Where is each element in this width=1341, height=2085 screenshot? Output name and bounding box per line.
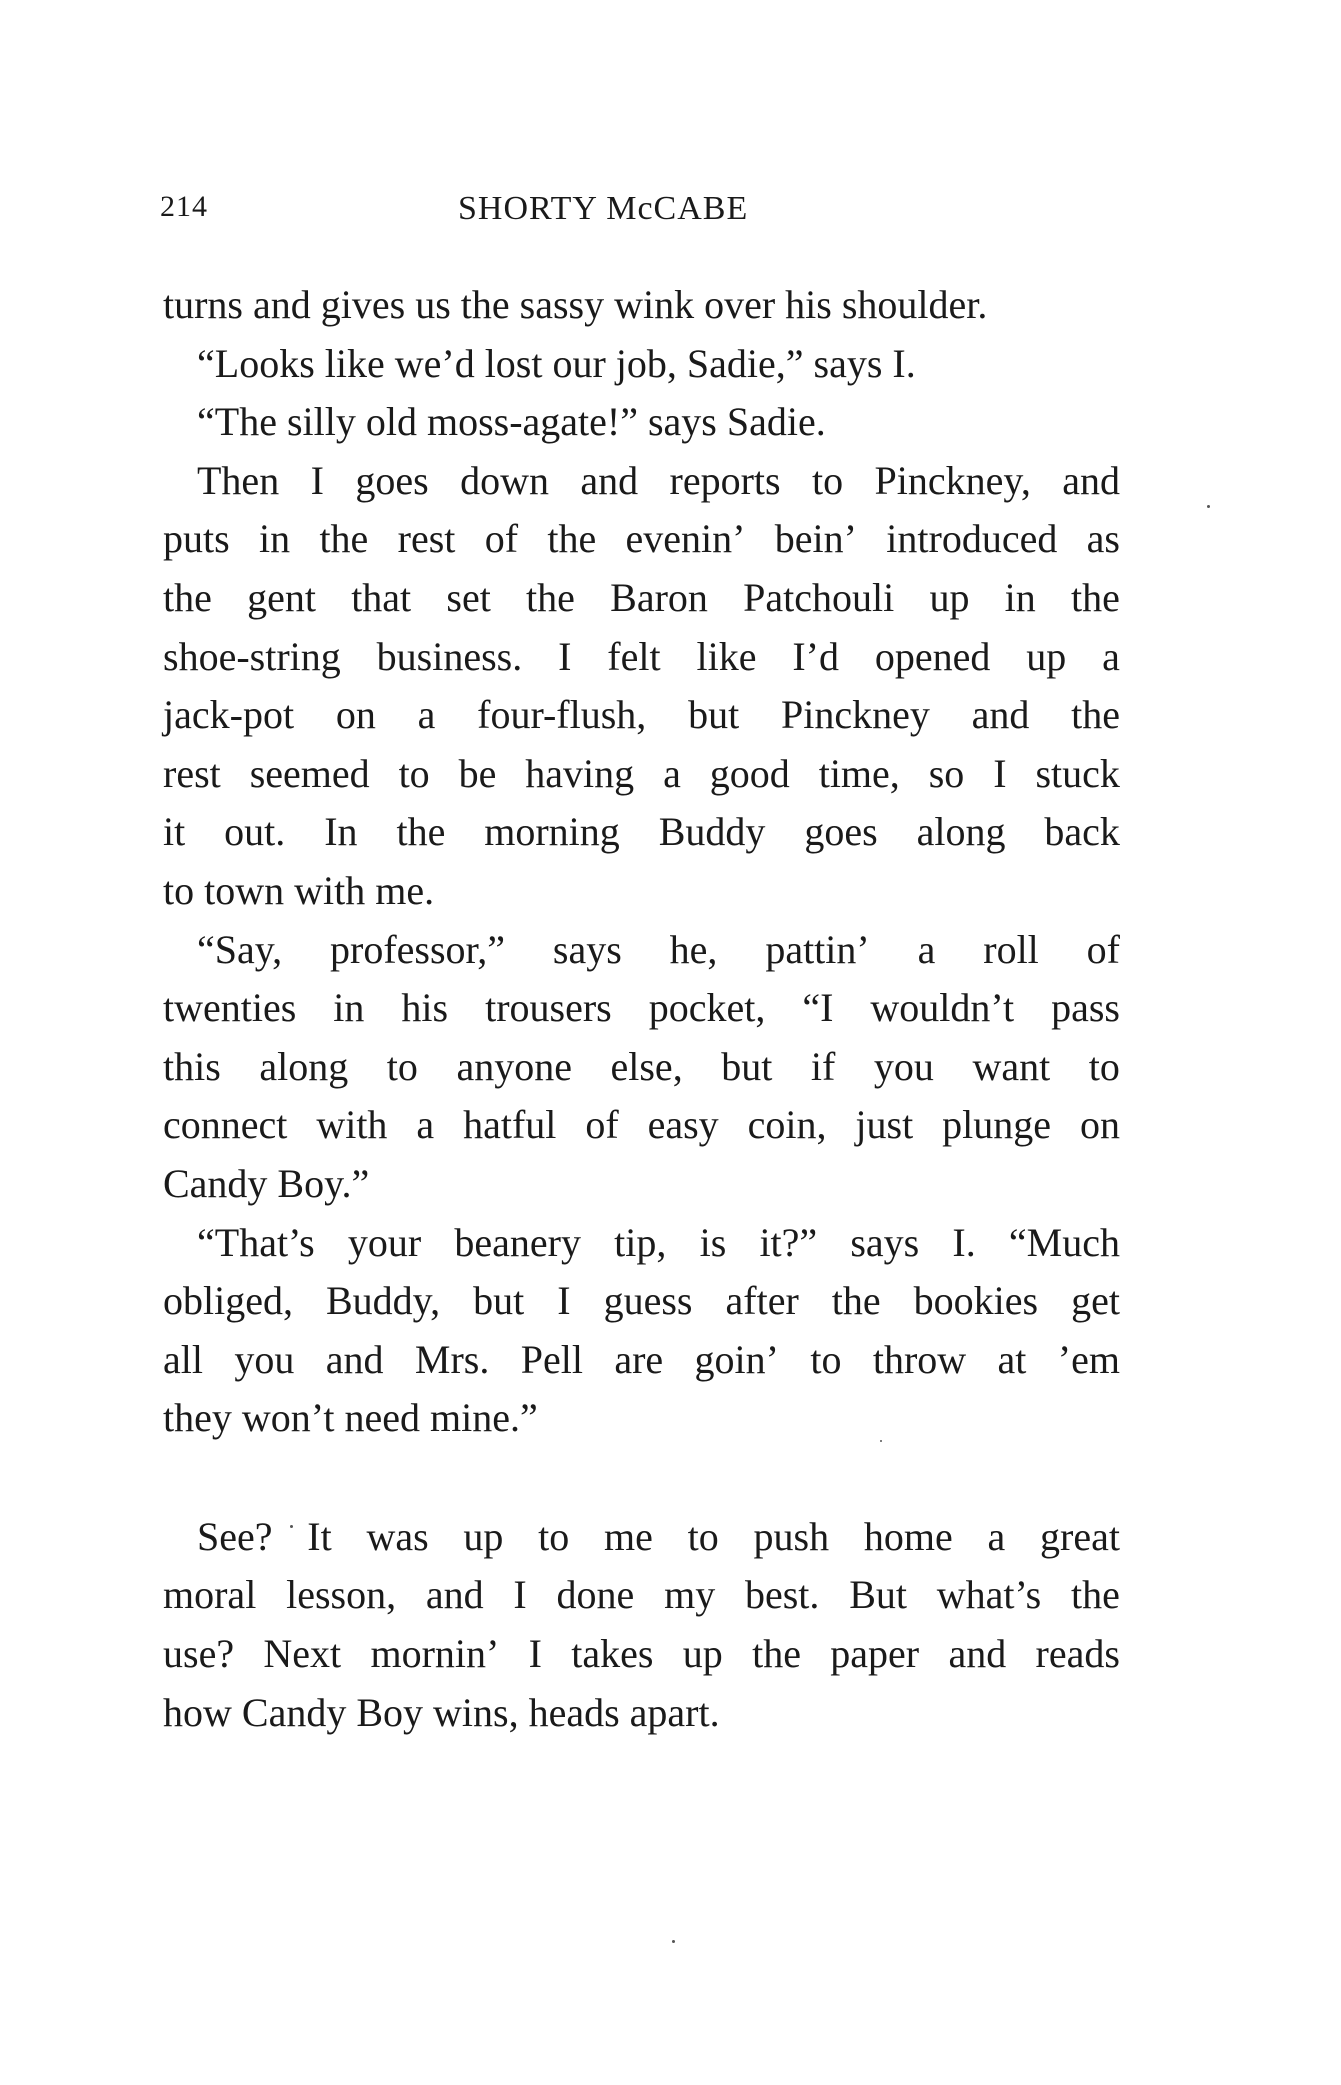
paragraph — [163, 393, 1120, 452]
text-line: rest seemed to be having a good time, so I stuck — [163, 750, 1120, 796]
text-line: twenties in his trousers pocket, “I wouldn’t pass — [163, 985, 1120, 1031]
text-line: connect with a hatful of easy coin, just plunge on — [163, 1102, 1120, 1148]
paper-speck — [290, 1525, 293, 1528]
paper-speck — [672, 1940, 675, 1943]
paper-speck — [1207, 505, 1210, 508]
text-line: “Say, professor,” says he, pattin’ a roll of — [197, 926, 1120, 972]
text-line: all you and Mrs. Pell are goin’ to throw at ’em — [163, 1336, 1120, 1382]
text-line: jack-pot on a four-flush, but Pinckney and the — [163, 692, 1120, 738]
paragraph — [163, 1508, 1120, 1742]
text-line: this along to anyone else, but if you want to — [163, 1043, 1120, 1089]
text-line: the gent that set the Baron Patchouli up in the — [163, 574, 1120, 620]
text-line: they won’t need mine.” — [163, 1395, 538, 1441]
text-line: how Candy Boy wins, heads apart. — [163, 1689, 720, 1735]
text-line: Candy Boy.” — [163, 1160, 370, 1206]
text-line: Then I goes down and reports to Pinckney, and — [197, 457, 1120, 503]
text-line: “The silly old moss-agate!” says Sadie. — [197, 399, 826, 445]
text-line: puts in the rest of the evenin’ bein’ introduced as — [163, 516, 1120, 562]
section-break — [163, 1448, 1120, 1508]
paragraph — [163, 276, 1120, 335]
page-number: 214 — [160, 190, 208, 223]
paragraph — [163, 921, 1120, 1214]
text-line: “That’s your beanery tip, is it?” says I. “Much — [197, 1219, 1120, 1265]
text-line: moral lesson, and I done my best. But what’s the — [163, 1572, 1120, 1618]
paragraph — [163, 335, 1120, 394]
body-text — [163, 276, 1120, 1742]
paragraph — [163, 1214, 1120, 1448]
paper-speck — [880, 1440, 882, 1442]
text-line: shoe-string business. I felt like I’d opened up a — [163, 633, 1120, 679]
text-line: it out. In the morning Buddy goes along back — [163, 809, 1120, 855]
text-line: use? Next mornin’ I takes up the paper and reads — [163, 1631, 1120, 1677]
text-line: “Looks like we’d lost our job, Sadie,” says I. — [197, 340, 916, 386]
text-line: turns and gives us the sassy wink over his shoulder. — [163, 282, 988, 327]
paragraph — [163, 452, 1120, 921]
text-line: obliged, Buddy, but I guess after the bookies get — [163, 1278, 1120, 1324]
running-head: SHORTY McCABE — [458, 190, 749, 227]
page-header — [160, 190, 1120, 240]
text-line: See? It was up to me to push home a great — [197, 1513, 1120, 1559]
text-line: to town with me. — [163, 867, 435, 913]
